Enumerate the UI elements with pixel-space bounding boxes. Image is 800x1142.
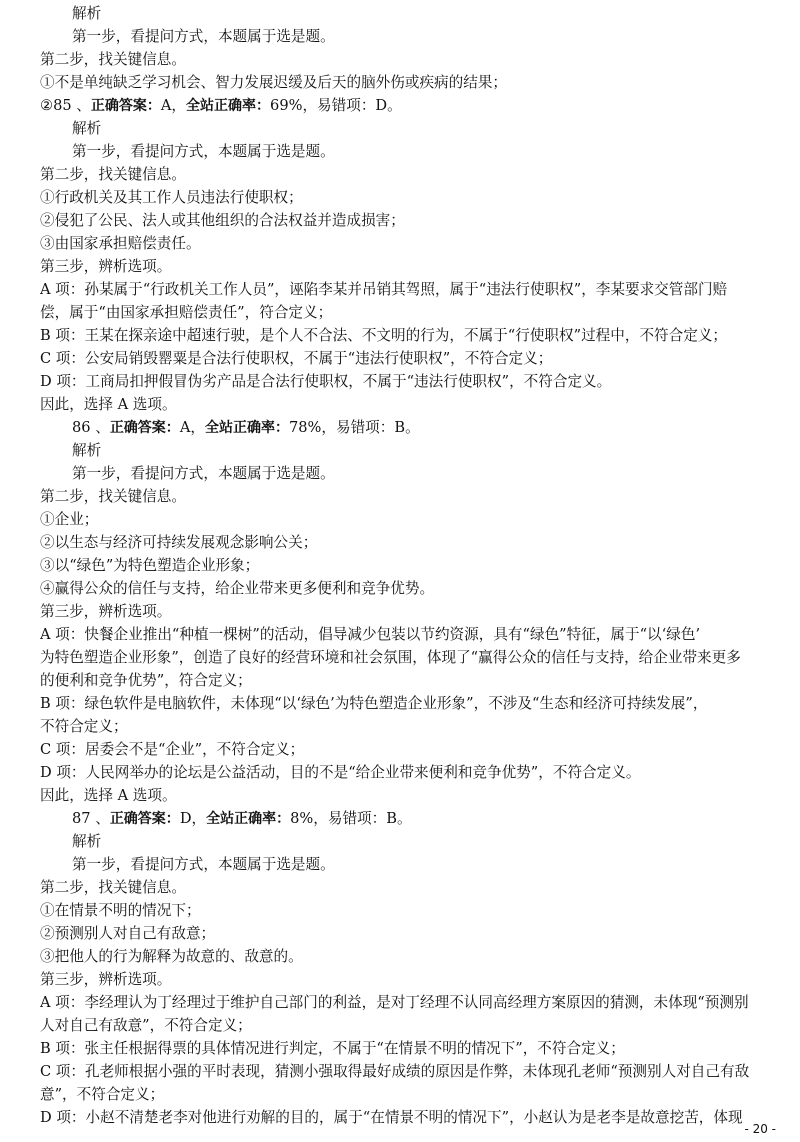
- step-line: 第一步，看提问方式，本题属于选是题。: [72, 465, 335, 482]
- step-line: 第一步，看提问方式，本题属于选是题。: [72, 143, 335, 160]
- step-line: 第二步，找关键信息。: [40, 879, 186, 896]
- option-analysis: 偿，属于“由国家承担赔偿责任”，符合定义；: [40, 304, 333, 321]
- question-number: 87 、: [72, 810, 110, 827]
- accuracy-value: 8%，易错项：B。: [290, 810, 412, 827]
- key-point: ②侵犯了公民、法人或其他组织的合法权益并造成损害；: [40, 212, 405, 229]
- accuracy-value: 69%，易错项：D。: [270, 97, 402, 114]
- option-analysis: B 项：张主任根据得票的具体情况进行判定，不属于“在情景不明的情况下”，不符合定义；: [40, 1040, 625, 1057]
- step-line: 第三步，辨析选项。: [40, 971, 172, 988]
- section-heading: 解析: [72, 833, 102, 850]
- question-number: 86 、: [72, 419, 110, 436]
- conclusion: 因此，选择 A 选项。: [40, 396, 177, 413]
- page-number: - 20 -: [744, 1122, 776, 1136]
- option-analysis: 意”，不符合定义；: [40, 1086, 165, 1103]
- question-number: ②85 、: [40, 97, 91, 114]
- answer-value: D，: [179, 810, 207, 827]
- option-analysis: D 项：小赵不清楚老李对他进行劝解的目的，属于“在情景不明的情况下”，小赵认为是老李是故意挖苦，体现: [40, 1109, 743, 1126]
- option-analysis: C 项：孔老师根据小强的平时表现，猜测小强取得最好成绩的原因是作弊，未体现孔老师“预测别人对自己有敌: [40, 1063, 750, 1080]
- accuracy-label: 全站正确率：: [204, 420, 289, 436]
- key-point: ①在情景不明的情况下；: [40, 902, 201, 919]
- answer-line-87: [72, 809, 800, 829]
- option-analysis: B 项：王某在探亲途中超速行驶，是个人不合法、不文明的行为，不属于“行使职权”过程中，不符合定义；: [40, 327, 728, 344]
- key-point: ②预测别人对自己有敌意；: [40, 925, 216, 942]
- option-analysis: D 项：人民网举办的论坛是公益活动，目的不是“给企业带来便利和竞争优势”，不符合定义。: [40, 764, 641, 781]
- option-analysis: A 项：李经理认为丁经理过于维护自己部门的利益，是对丁经理不认同高经理方案原因的猜测，未体现“预测别: [40, 994, 749, 1011]
- key-point: ③把他人的行为解释为故意的、敌意的。: [40, 948, 303, 965]
- conclusion: 因此，选择 A 选项。: [40, 787, 177, 804]
- step-line: 第三步，辨析选项。: [40, 603, 172, 620]
- option-analysis: 不符合定义；: [40, 718, 128, 735]
- key-point: ③以“绿色”为特色塑造企业形象；: [40, 557, 260, 574]
- step-line: 第一步，看提问方式，本题属于选是题。: [72, 856, 335, 873]
- answer-label: 正确答案：: [109, 811, 180, 827]
- step-line: 第三步，辨析选项。: [40, 258, 172, 275]
- key-point: ②以生态与经济可持续发展观念影响公关；: [40, 534, 318, 551]
- accuracy-label: 全站正确率：: [186, 98, 271, 114]
- step-line: 第二步，找关键信息。: [40, 166, 186, 183]
- option-analysis: B 项：绿色软件是电脑软件，未体现“以‘绿色’为特色塑造企业形象”，不涉及“生态和经济可持续发展”，: [40, 695, 708, 712]
- section-heading: 解析: [72, 442, 102, 459]
- option-analysis: C 项：公安局销毁罂粟是合法行使职权，不属于“违法行使职权”，不符合定义；: [40, 350, 553, 367]
- option-analysis: 为特色塑造企业形象”，创造了良好的经营环境和社会氛围，体现了“赢得公众的信任与支持，给企业带来更多: [40, 649, 741, 666]
- option-analysis: A 项：快餐企业推出“种植一棵树”的活动，倡导减少包装以节约资源，具有“绿色”特征，属于“以‘绿色’: [40, 626, 701, 643]
- answer-value: A，: [160, 97, 187, 114]
- step-line: 第一步，看提问方式，本题属于选是题。: [72, 28, 335, 45]
- section-heading: 解析: [72, 5, 102, 22]
- option-analysis: A 项：孙某属于“行政机关工作人员”，诬陷李某并吊销其驾照，属于“违法行使职权”，李某要求交管部门赔: [40, 281, 728, 298]
- key-point: ④赢得公众的信任与支持，给企业带来更多便利和竞争优势。: [40, 580, 435, 597]
- answer-label: 正确答案：: [109, 420, 180, 436]
- key-point: ①企业；: [40, 511, 99, 528]
- section-heading: 解析: [72, 120, 102, 137]
- step-line: 第二步，找关键信息。: [40, 488, 186, 505]
- answer-line-86: [72, 418, 800, 438]
- option-analysis: 的便利和竞争优势”，符合定义；: [40, 672, 252, 689]
- option-analysis: C 项：居委会不是“企业”，不符合定义；: [40, 741, 305, 758]
- accuracy-value: 78%，易错项：B。: [288, 419, 420, 436]
- option-analysis: 人对自己有敌意”，不符合定义；: [40, 1017, 252, 1034]
- answer-label: 正确答案：: [90, 98, 161, 114]
- answer-value: A，: [179, 419, 205, 436]
- accuracy-label: 全站正确率：: [206, 811, 291, 827]
- key-point: ①不是单纯缺乏学习机会、智力发展迟缓及后天的脑外伤或疾病的结果；: [40, 74, 508, 91]
- key-point: ③由国家承担赔偿责任。: [40, 235, 201, 252]
- option-analysis: D 项：工商局扣押假冒伪劣产品是合法行使职权，不属于“违法行使职权”，不符合定义。: [40, 373, 612, 390]
- step-line: 第二步，找关键信息。: [40, 51, 186, 68]
- answer-line-85: [40, 96, 780, 116]
- key-point: ①行政机关及其工作人员违法行使职权；: [40, 189, 303, 206]
